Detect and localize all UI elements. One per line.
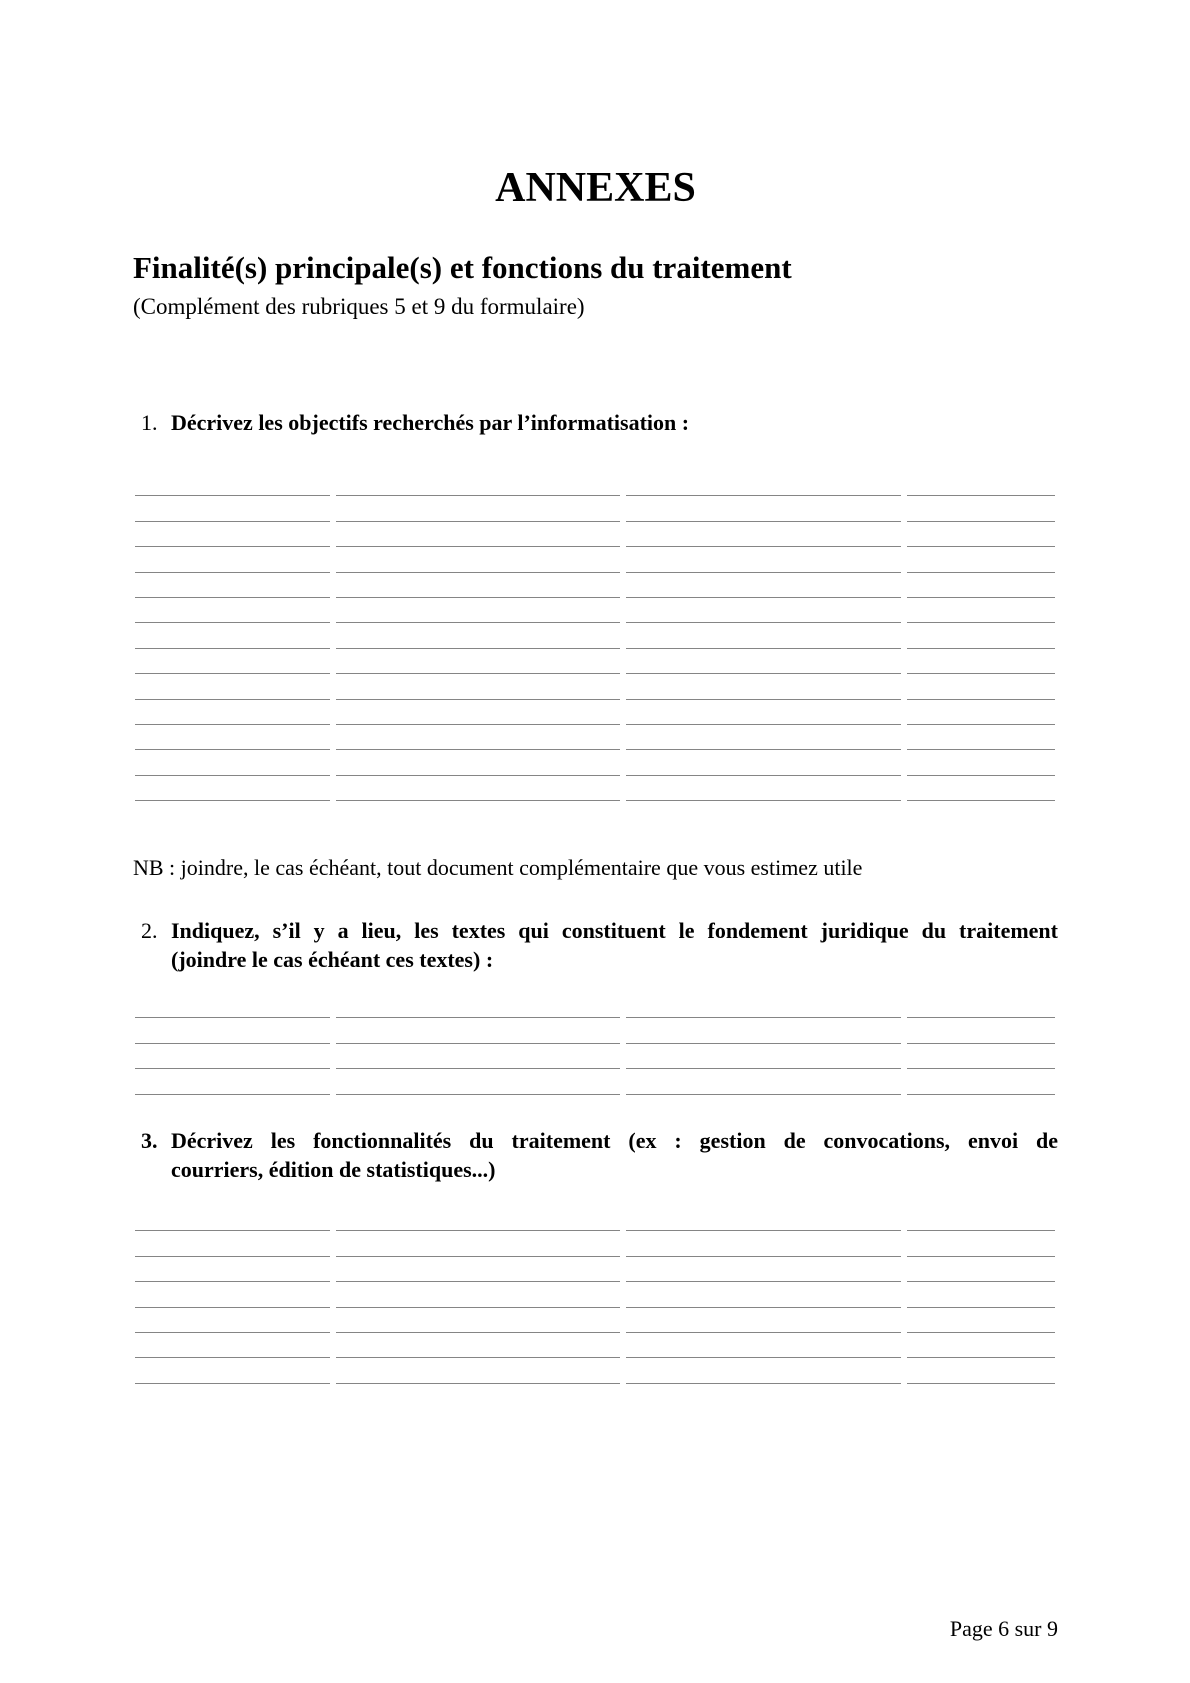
writing-line-segment [336,471,620,496]
form-item-3 [133,1127,1058,1184]
writing-line-segment [626,1018,901,1043]
item-text [171,409,1058,438]
item-number: 1. [141,410,158,435]
writing-line [135,471,1055,496]
writing-line-segment [336,1333,620,1358]
writing-line [135,700,1055,725]
writing-line [135,750,1055,775]
writing-line-segment [626,471,901,496]
writing-line [135,598,1055,623]
writing-line-segment [626,547,901,572]
writing-line-segment [907,496,1055,521]
writing-line-segment [626,700,901,725]
writing-line-segment [336,573,620,598]
writing-line-segment [336,522,620,547]
writing-line-segment [907,598,1055,623]
writing-line-segment [336,1206,620,1231]
writing-line-segment [135,750,330,775]
writing-line-segment [626,993,901,1018]
writing-line-segment [135,547,330,572]
writing-line-segment [907,1257,1055,1282]
writing-line-segment [135,649,330,674]
page-number: Page 6 sur 9 [949,1616,1058,1641]
writing-line-segment [907,1282,1055,1307]
writing-line-segment [135,1206,330,1231]
writing-line [135,1231,1055,1256]
writing-line-segment [626,1231,901,1256]
writing-line-segment [626,649,901,674]
writing-line-segment [135,674,330,699]
writing-line-segment [336,674,620,699]
writing-line-segment [626,1069,901,1094]
writing-line-segment [626,1333,901,1358]
item-text-line: Indiquez, s’il y a lieu, les textes qui constituent le fondement juridique du traitement [171,918,1058,943]
writing-line-segment [626,1257,901,1282]
writing-line-segment [135,522,330,547]
writing-line-segment [907,1231,1055,1256]
item-text-line: (joindre le cas échéant ces textes) : [171,946,494,972]
writing-line-segment [135,496,330,521]
writing-line-segment [336,547,620,572]
writing-line-segment [626,573,901,598]
writing-line-segment [135,1333,330,1358]
writing-line-segment [336,1282,620,1307]
writing-line [135,674,1055,699]
writing-line-segment [135,573,330,598]
writing-line-segment [907,1069,1055,1094]
writing-line-segment [907,776,1055,801]
writing-line-segment [336,1257,620,1282]
writing-line-segment [907,1358,1055,1383]
item-text [171,1127,1058,1184]
item-number: 3. [141,1128,158,1153]
writing-line-segment [135,1069,330,1094]
writing-line-segment [336,1308,620,1333]
writing-line-segment [626,496,901,521]
writing-line-segment [907,725,1055,750]
writing-line-segment [135,471,330,496]
writing-line-segment [626,776,901,801]
item-text [171,917,1058,974]
writing-lines-block-1 [135,471,1055,801]
item-number: 2. [141,918,158,943]
writing-line-segment [907,649,1055,674]
writing-line-segment [135,1308,330,1333]
writing-line-segment [336,776,620,801]
writing-line-segment [336,623,620,648]
writing-line [135,1358,1055,1383]
writing-line-segment [626,1308,901,1333]
writing-line [135,1069,1055,1094]
item-text-line: Décrivez les objectifs recherchés par l’informatisation : [171,410,690,435]
writing-line-segment [626,623,901,648]
writing-line-segment [626,674,901,699]
writing-line-segment [135,1358,330,1383]
writing-line-segment [907,1044,1055,1069]
writing-line-segment [135,776,330,801]
form-item-2 [133,917,1058,974]
writing-line-segment [626,598,901,623]
writing-line-segment [626,1282,901,1307]
writing-line-segment [135,993,330,1018]
writing-line [135,547,1055,572]
page-title: ANNEXES [495,165,696,211]
writing-line [135,1018,1055,1043]
writing-lines-block-2 [135,993,1055,1095]
writing-line-segment [336,496,620,521]
writing-line-segment [336,700,620,725]
writing-line-segment [907,993,1055,1018]
writing-line-segment [907,1333,1055,1358]
writing-line-segment [907,674,1055,699]
writing-line-segment [907,522,1055,547]
writing-line [135,1308,1055,1333]
writing-line-segment [907,700,1055,725]
writing-lines-block-3 [135,1206,1055,1384]
writing-line-segment [336,725,620,750]
form-item-1 [133,409,1058,438]
writing-line-segment [626,1044,901,1069]
writing-line-segment [135,1231,330,1256]
item-text-line: Décrivez les fonctionnalités du traitement (ex : gestion de convocations, envoi de [171,1128,1058,1153]
writing-line [135,623,1055,648]
writing-line-segment [907,623,1055,648]
writing-line-segment [135,1282,330,1307]
writing-line-segment [336,1044,620,1069]
writing-line [135,496,1055,521]
writing-line [135,1333,1055,1358]
writing-line-segment [336,750,620,775]
writing-line-segment [135,623,330,648]
writing-line-segment [135,1257,330,1282]
writing-line-segment [907,547,1055,572]
section-heading: Finalité(s) principale(s) et fonctions du traitement [133,250,792,285]
writing-line-segment [336,993,620,1018]
writing-line [135,1257,1055,1282]
writing-line [135,573,1055,598]
writing-line-segment [336,1069,620,1094]
writing-line-segment [336,598,620,623]
writing-line-segment [907,1308,1055,1333]
writing-line [135,649,1055,674]
writing-line-segment [336,1018,620,1043]
writing-line-segment [907,573,1055,598]
writing-line-segment [626,1358,901,1383]
writing-line [135,725,1055,750]
section-subheading: (Complément des rubriques 5 et 9 du formulaire) [133,294,585,319]
writing-line-segment [336,649,620,674]
writing-line [135,993,1055,1018]
writing-line-segment [907,750,1055,775]
writing-line-segment [135,700,330,725]
writing-line-segment [336,1231,620,1256]
writing-line-segment [336,1358,620,1383]
writing-line-segment [135,598,330,623]
note-text: NB : joindre, le cas échéant, tout document complémentaire que vous estimez utile [133,855,863,880]
writing-line-segment [626,750,901,775]
writing-line-segment [135,1018,330,1043]
writing-line [135,776,1055,801]
writing-line-segment [626,1206,901,1231]
writing-line [135,1044,1055,1069]
writing-line-segment [135,1044,330,1069]
writing-line-segment [907,471,1055,496]
writing-line [135,1206,1055,1231]
item-text-line: courriers, édition de statistiques...) [171,1156,496,1182]
writing-line-segment [626,725,901,750]
writing-line-segment [907,1206,1055,1231]
writing-line [135,522,1055,547]
writing-line-segment [135,725,330,750]
writing-line [135,1282,1055,1307]
writing-line-segment [626,522,901,547]
writing-line-segment [907,1018,1055,1043]
